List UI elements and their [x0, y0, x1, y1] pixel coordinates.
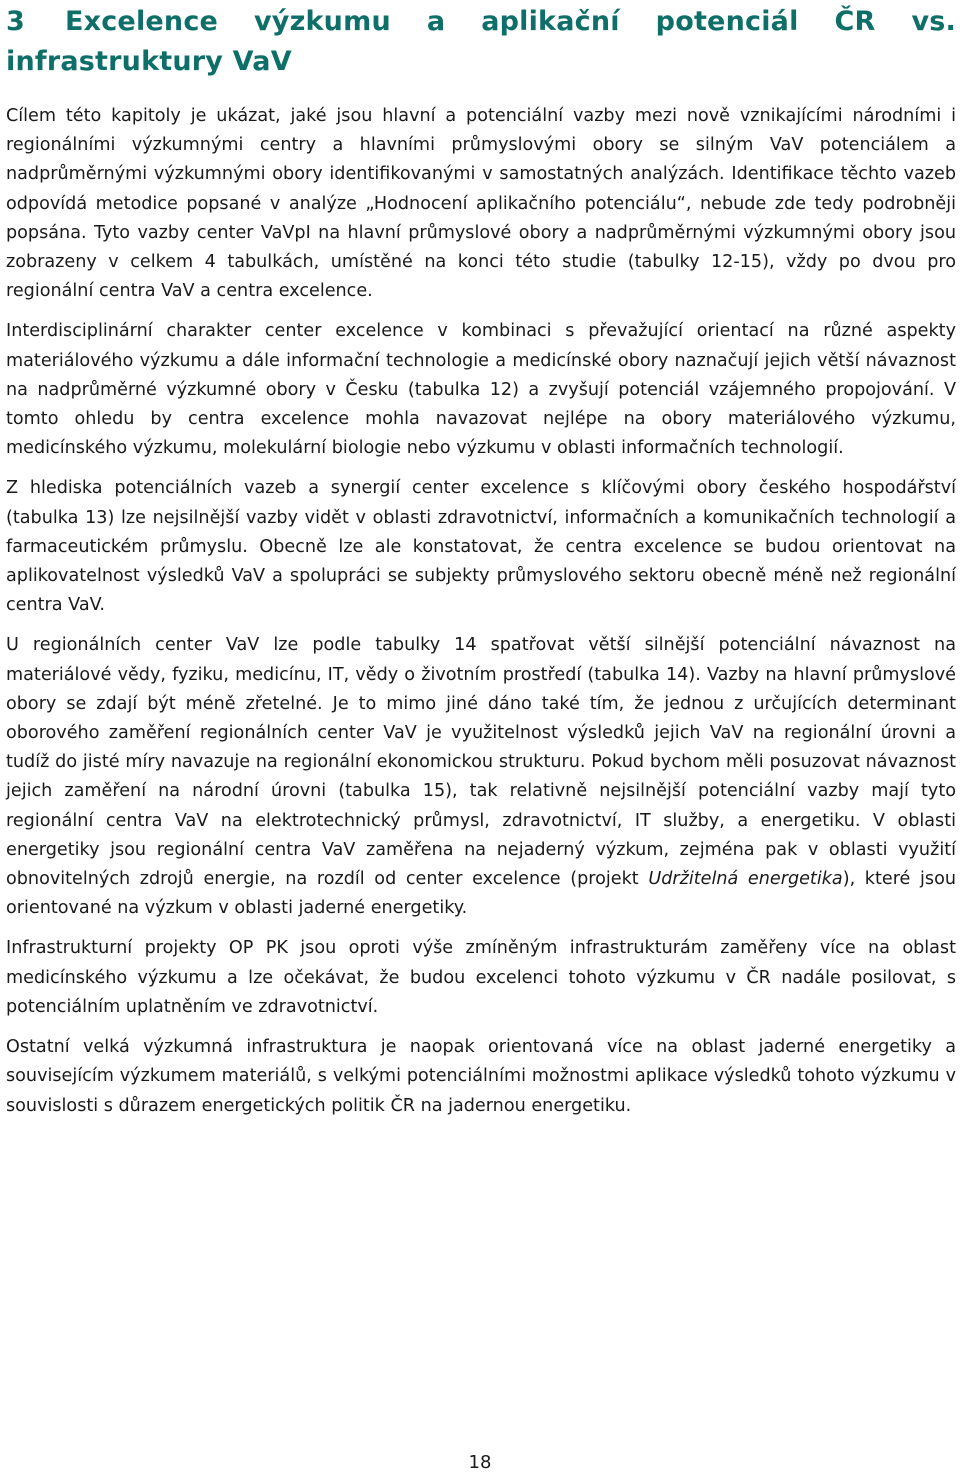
chapter-title: Excelence výzkumu a aplikační potenciál ČR vs. infrastruktury VaV — [6, 6, 956, 77]
paragraph-synergies: Z hlediska potenciálních vazeb a synergií center excelence s klíčovými obory českého hospodářství (tabulka 13) lze nejsilnější vazby vidět v oblasti zdravotnictví, informačních a komunikačních technologií a farmaceutickém průmyslu. Obecně lze ale konstatovat, že centra excelence se budou orientovat na aplikovatelnost výsledků VaV a spolupráci se subjekty průmyslového sektoru obecně méně než regionální centra VaV. — [6, 478, 956, 616]
paragraph-large-infrastructure: Ostatní velká výzkumná infrastruktura je naopak orientovaná více na oblast jaderné energetiky a souvisejícím výzkumem materiálů, s velkými potenciálními možnostmi aplikace výsledků tohoto výzkumu v souvislosti s důrazem energetických politik ČR na jadernou energetiku. — [6, 1037, 956, 1116]
paragraph-infrastructure-projects: Infrastrukturní projekty OP PK jsou oproti výše zmíněným infrastrukturám zaměřeny více na oblast medicínského výzkumu a lze očekávat, že budou excelenci tohoto výzkumu v ČR nadále posilovat, s potenciálním uplatněním ve zdravotnictví. — [6, 938, 956, 1017]
paragraph-regional-text-start: U regionálních center VaV lze podle tabulky 14 spatřovat větší silnější potenciální návaznost na materiálové vědy, fyziku, medicínu, IT, vědy o životním prostředí (tabulka 14). Vazby na hlavní průmyslové obory se zdají být méně zřetelné. Je to mimo jiné dáno také tím, že jednou z určujících determinant oborového zaměření regionálních center VaV je využitelnost výsledků jejich VaV na regionální úrovni a tudíž do jisté míry navazuje na regionální ekonomickou strukturu. Pokud bychom měli posuzovat návaznost jejich zaměření na národní úrovni (tabulka 15), tak relativně nejsilnější potenciální vazby mají tyto regionální centra VaV na elektrotechnický průmysl, zdravotnictví, IT služby, a energetiku. V oblasti energetiky jsou regionální centra VaV zaměřena na nejaderný výzkum, zejména pak v oblasti využití obnovitelných zdrojů energie, na rozdíl od center excelence (projekt — [6, 635, 956, 890]
document-page — [6, 0, 956, 1121]
project-name-italic: Udržitelná energetika — [648, 869, 843, 890]
page-number: 18 — [468, 1452, 492, 1473]
paragraph-regional-centres — [6, 631, 956, 923]
paragraph-interdisciplinary: Interdisciplinární charakter center excelence v kombinaci s převažující orientací na různé aspekty materiálového výzkumu a dále informační technologie a medicínské obory naznačují jejich větší návaznost na nadprůměrné výzkumné obory v Česku (tabulka 12) a zvyšují potenciál vzájemného propojování. V tomto ohledu by centra excelence mohla navazovat nejlépe na obory materiálového výzkumu, medicínského výzkumu, molekulární biologie nebo výzkumu v oblasti informačních technologií. — [6, 321, 956, 459]
paragraph-regional-text-end: ), které jsou orientované na výzkum v oblasti jaderné energetiky. — [6, 869, 956, 919]
chapter-heading — [6, 0, 956, 82]
chapter-number: 3 — [6, 6, 25, 37]
paragraph-intro: Cílem této kapitoly je ukázat, jaké jsou hlavní a potenciální vazby mezi nově vznikajícími národními i regionálními výzkumnými centry a hlavními průmyslovými obory se silným VaV potenciálem a nadprůměrnými výzkumnými obory identifikovanými v samostatných analýzách. Identifikace těchto vazeb odpovídá metodice popsané v analýze „Hodnocení aplikačního potenciálu“, nebude zde tedy podrobněji popsána. Tyto vazby center VaVpI na hlavní průmyslové obory a nadprůměrnými výzkumnými obory jsou zobrazeny v celkem 4 tabulkách, umístěné na konci této studie (tabulky 12-15), vždy po dvou pro regionální centra VaV a centra excelence. — [6, 106, 956, 302]
